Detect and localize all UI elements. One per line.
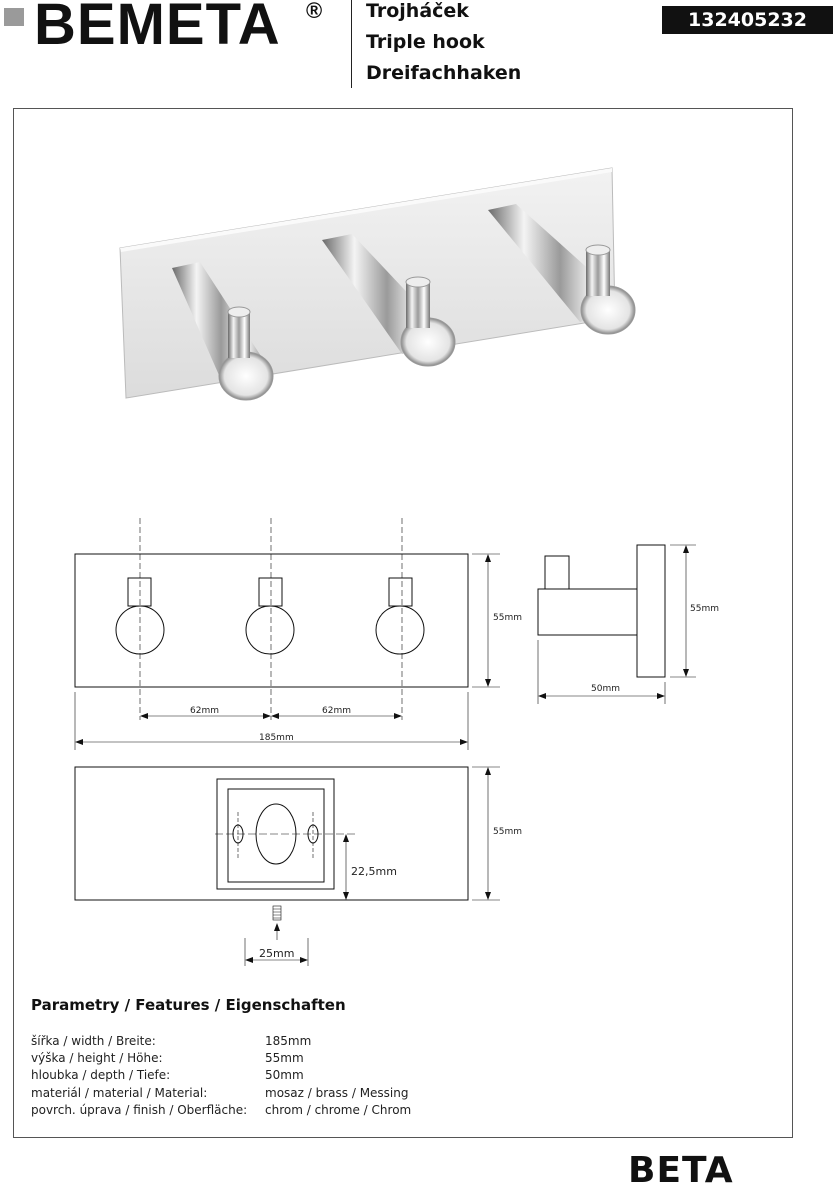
feature-label-width: šířka / width / Breite: xyxy=(31,1034,156,1048)
feature-value-width: 185mm xyxy=(265,1034,312,1048)
spacing-left-label: 62mm xyxy=(190,706,219,716)
side-height-label: 55mm xyxy=(690,604,719,614)
feature-value-depth: 50mm xyxy=(265,1068,304,1082)
series-name: BETA xyxy=(628,1150,734,1191)
feature-label-height: výška / height / Höhe: xyxy=(31,1051,163,1065)
product-photo xyxy=(120,168,635,400)
product-code: 132405232 xyxy=(662,6,833,34)
logo-text: BEMETA xyxy=(34,0,281,57)
feature-value-material: mosaz / brass / Messing xyxy=(265,1086,409,1100)
registered-mark: ® xyxy=(306,0,323,23)
feature-value-height: 55mm xyxy=(265,1051,304,1065)
title-german: Dreifachhaken xyxy=(366,62,522,84)
feature-label-depth: hloubka / depth / Tiefe: xyxy=(31,1068,171,1082)
back-view xyxy=(75,767,500,966)
front-height-label: 55mm xyxy=(493,613,522,623)
back-height-label: 55mm xyxy=(493,827,522,837)
front-view xyxy=(75,518,500,750)
width-label: 185mm xyxy=(259,733,294,743)
features-title: Parametry / Features / Eigenschaften xyxy=(31,996,346,1014)
side-depth-label: 50mm xyxy=(591,684,620,694)
feature-label-finish: povrch. úprava / finish / Oberfläche: xyxy=(31,1103,248,1117)
mount-offset-label: 22,5mm xyxy=(351,865,397,878)
spacing-right-label: 62mm xyxy=(322,706,351,716)
title-english: Triple hook xyxy=(366,31,485,53)
mount-width-label: 25mm xyxy=(259,947,295,960)
side-view xyxy=(538,545,696,704)
feature-value-finish: chrom / chrome / Chrom xyxy=(265,1103,412,1117)
title-czech: Trojháček xyxy=(366,0,469,22)
feature-label-material: materiál / material / Material: xyxy=(31,1086,208,1100)
